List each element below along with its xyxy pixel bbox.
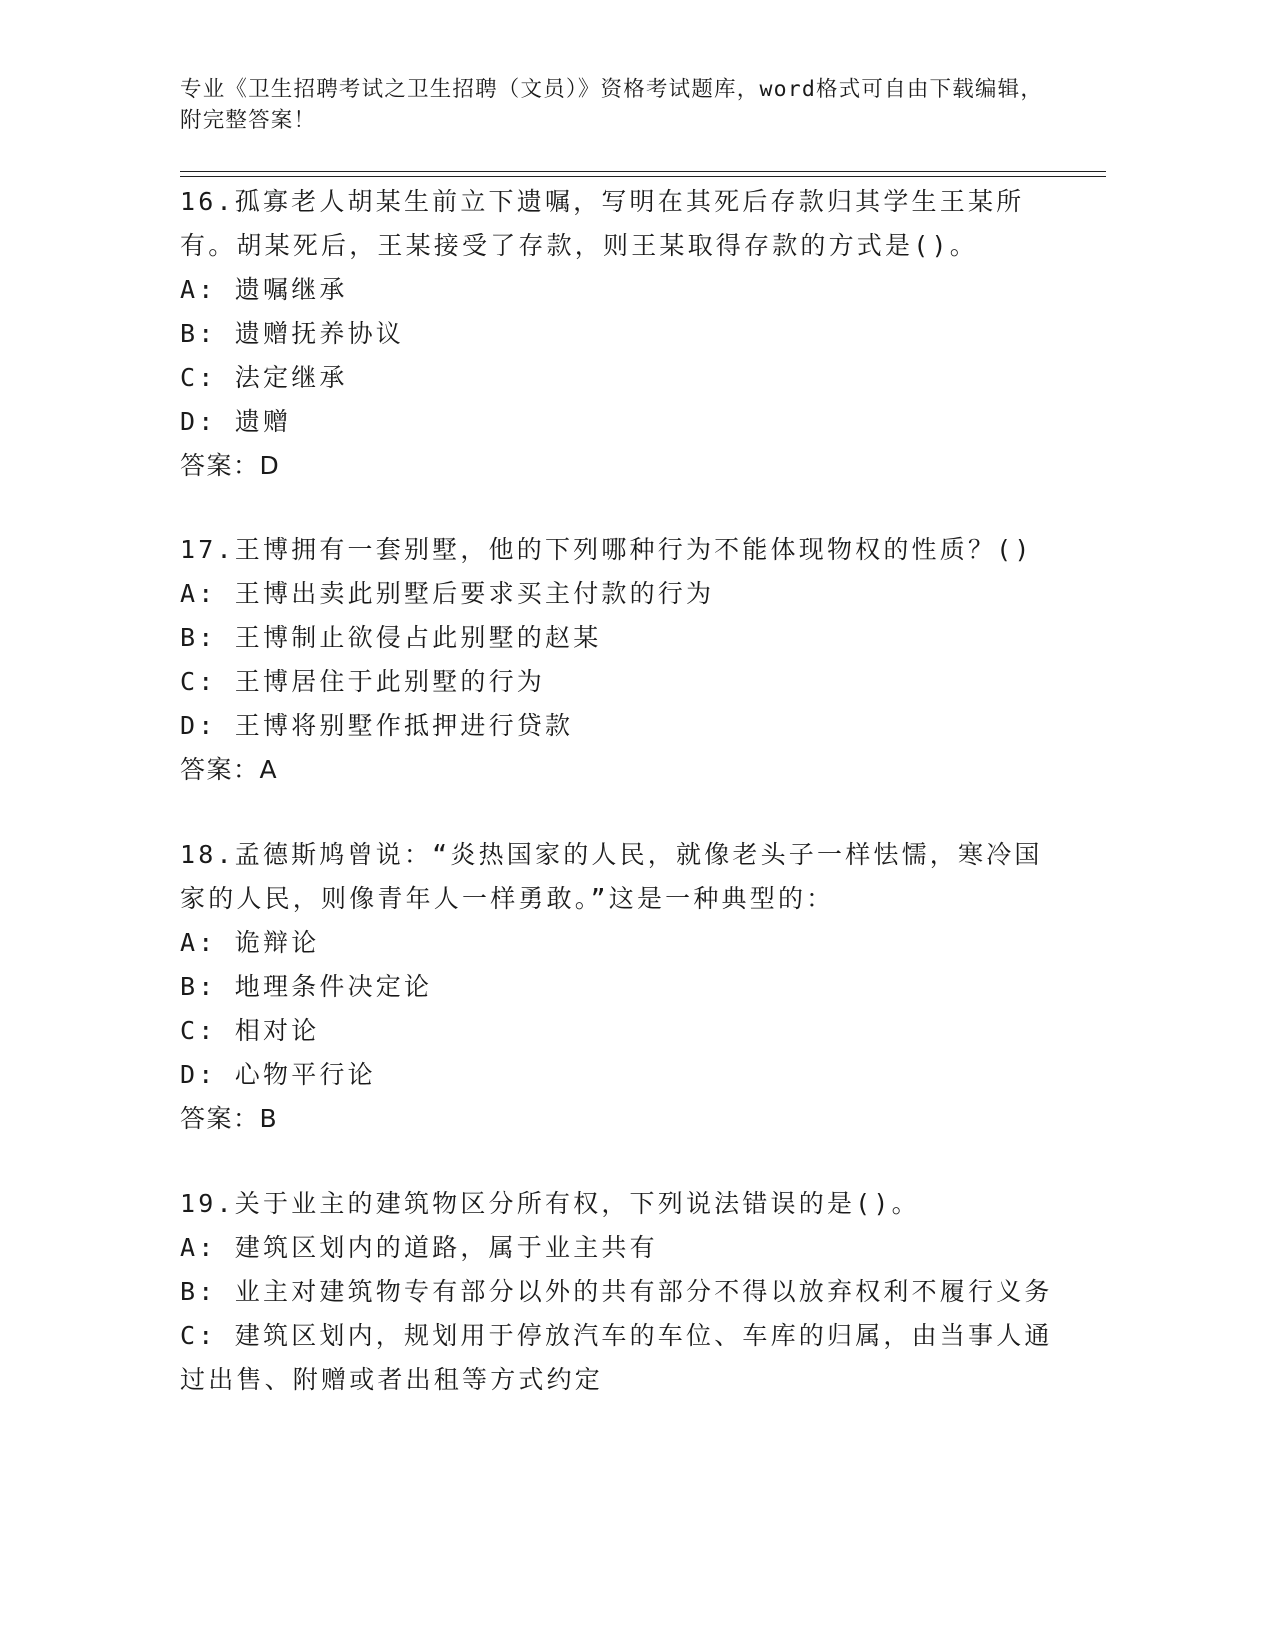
question-19 <box>180 1182 1060 1402</box>
option-text: 王博居住于此别墅的行为 <box>234 667 545 696</box>
option-separator: : <box>198 319 217 348</box>
option-text: 法定继承 <box>234 363 348 392</box>
option-b <box>180 616 1060 660</box>
option-separator: : <box>198 363 217 392</box>
option-d <box>180 704 1060 748</box>
option-key: A <box>180 579 199 608</box>
option-separator: : <box>198 623 217 652</box>
option-key: A <box>180 1233 199 1262</box>
option-key: C <box>180 363 199 392</box>
option-key: C <box>180 1321 199 1350</box>
option-d <box>180 1053 1060 1097</box>
option-a <box>180 1226 1060 1270</box>
option-text: 王博出卖此别墅后要求买主付款的行为 <box>234 579 715 608</box>
option-d <box>180 400 1060 444</box>
option-key: A <box>180 275 199 304</box>
header-rule-bottom <box>180 176 1106 177</box>
option-separator: : <box>198 579 217 608</box>
option-key: B <box>180 319 199 348</box>
question-17 <box>180 528 1060 792</box>
option-separator: : <box>198 711 217 740</box>
option-key: C <box>180 667 199 696</box>
question-18 <box>180 833 1060 1141</box>
question-stem: 19.关于业主的建筑物区分所有权，下列说法错误的是()。 <box>180 1189 920 1218</box>
option-text: 地理条件决定论 <box>234 972 433 1001</box>
option-text: 王博制止欲侵占此别墅的赵某 <box>234 623 602 652</box>
option-key: D <box>180 711 199 740</box>
option-key: A <box>180 928 199 957</box>
option-c <box>180 1314 1060 1402</box>
option-separator: : <box>198 1233 217 1262</box>
option-separator: : <box>198 407 217 436</box>
option-c <box>180 356 1060 400</box>
option-text: 建筑区划内的道路，属于业主共有 <box>234 1233 658 1262</box>
option-key: B <box>180 1277 199 1306</box>
question-16 <box>180 180 1060 488</box>
option-text: 业主对建筑物专有部分以外的共有部分不得以放弃权利不履行义务 <box>234 1277 1053 1306</box>
option-separator: : <box>198 1060 217 1089</box>
option-text: 相对论 <box>234 1016 320 1045</box>
answer: 答案：A <box>180 755 279 784</box>
option-a <box>180 921 1060 965</box>
question-stem: 16.孤寡老人胡某生前立下遗嘱，写明在其死后存款归其学生王某所有。胡某死后，王某接受了存款，则王某取得存款的方式是()。 <box>180 187 1025 260</box>
answer: 答案：B <box>180 1104 279 1133</box>
answer: 答案：D <box>180 451 281 480</box>
option-c <box>180 1009 1060 1053</box>
option-text: 王博将别墅作抵押进行贷款 <box>234 711 574 740</box>
option-separator: : <box>198 1277 217 1306</box>
option-key: B <box>180 972 199 1001</box>
option-a <box>180 572 1060 616</box>
option-a <box>180 268 1060 312</box>
question-stem: 17.王博拥有一套别墅，他的下列哪种行为不能体现物权的性质？() <box>180 535 1033 564</box>
option-key: C <box>180 1016 199 1045</box>
option-key: B <box>180 623 199 652</box>
option-text: 建筑区划内，规划用于停放汽车的车位、车库的归属，由当事人通过出售、附赠或者出租等方式约定 <box>180 1321 1053 1394</box>
option-text: 遗赠抚养协议 <box>234 319 404 348</box>
option-key: D <box>180 1060 199 1089</box>
option-b <box>180 312 1060 356</box>
question-stem: 18.孟德斯鸠曾说：“炎热国家的人民，就像老头子一样怯懦，寒冷国家的人民，则像青年人一样勇敢。”这是一种典型的： <box>180 840 1043 913</box>
option-b <box>180 1270 1060 1314</box>
document-header: 专业《卫生招聘考试之卫生招聘（文员）》资格考试题库，word格式可自由下载编辑，附完整答案！ <box>180 77 1044 133</box>
option-separator: : <box>198 275 217 304</box>
option-b <box>180 965 1060 1009</box>
option-separator: : <box>198 972 217 1001</box>
option-separator: : <box>198 667 217 696</box>
option-separator: : <box>198 1016 217 1045</box>
option-separator: : <box>198 928 217 957</box>
option-text: 遗赠 <box>234 407 292 436</box>
option-c <box>180 660 1060 704</box>
option-text: 心物平行论 <box>234 1060 376 1089</box>
option-key: D <box>180 407 199 436</box>
option-text: 诡辩论 <box>234 928 320 957</box>
option-separator: : <box>198 1321 217 1350</box>
option-text: 遗嘱继承 <box>234 275 348 304</box>
header-rule-top <box>180 171 1106 172</box>
